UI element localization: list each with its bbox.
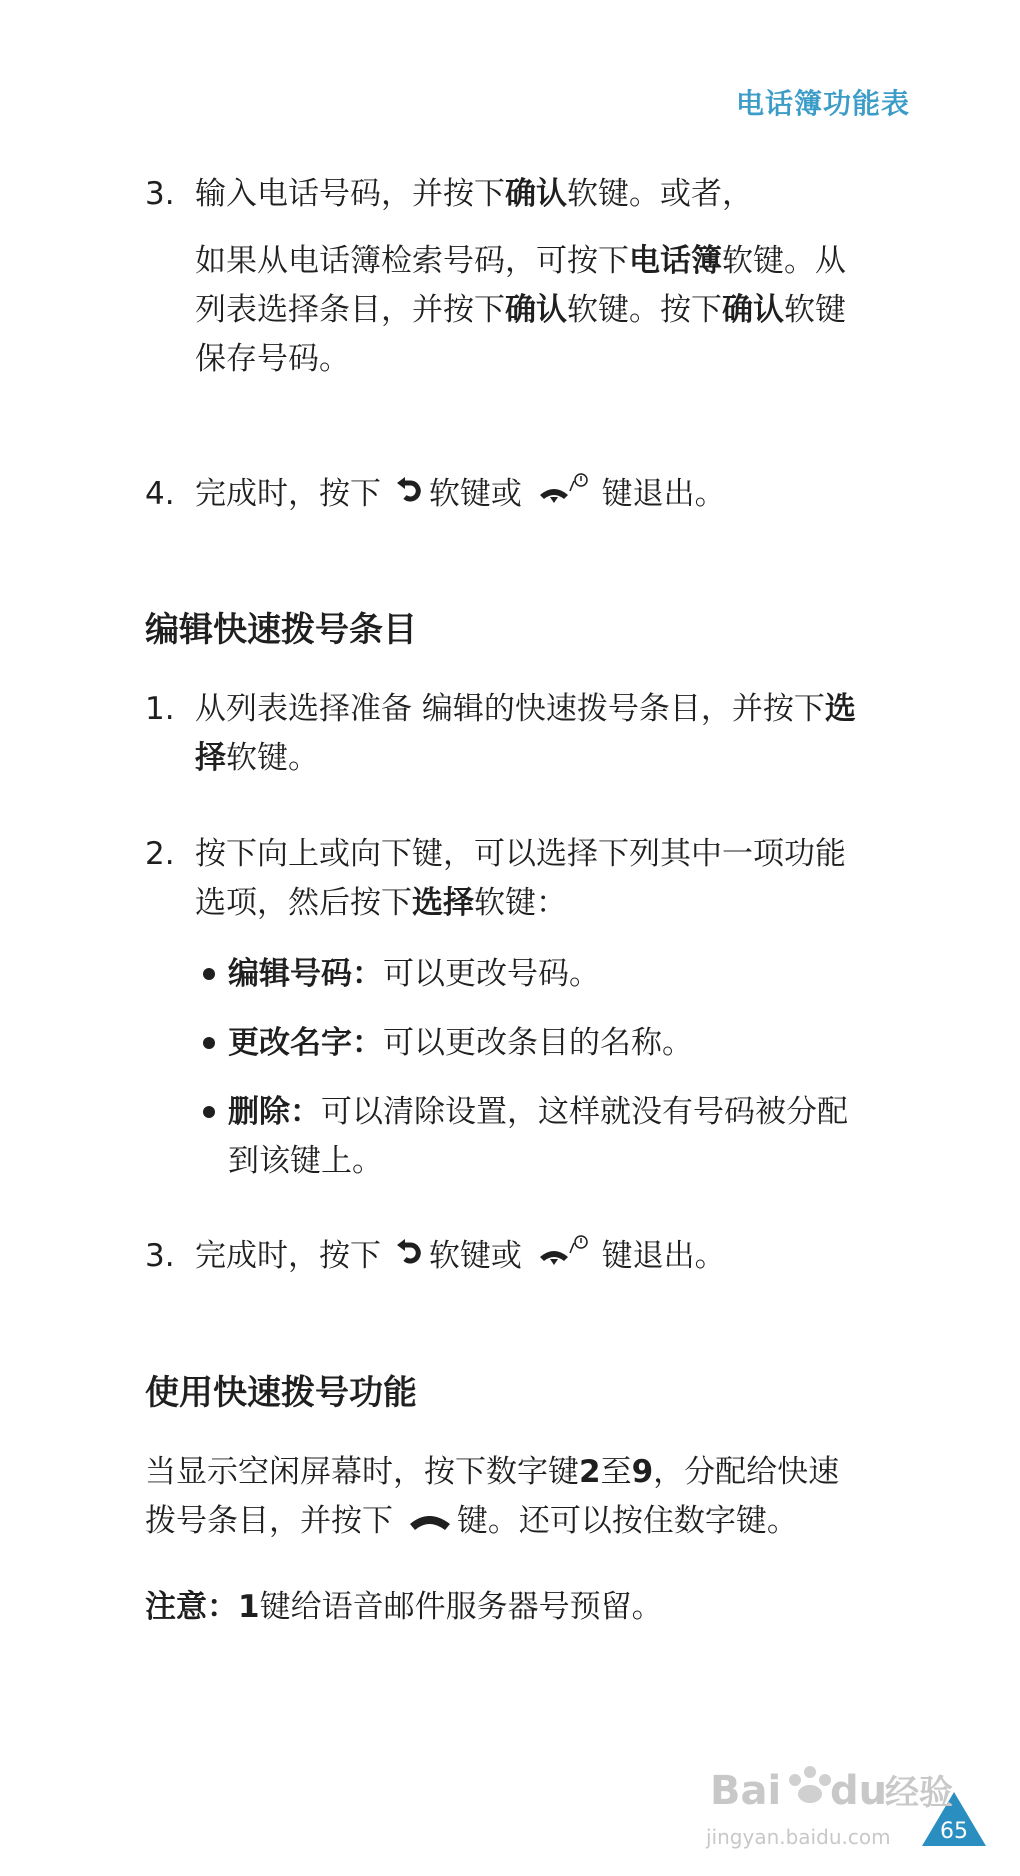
bullet-label: 编辑号码： <box>228 956 383 992</box>
edit-step-1-text <box>195 685 905 783</box>
back-arrow-icon <box>395 471 425 520</box>
step-3 <box>145 170 905 384</box>
watermark-text: du <box>830 1768 888 1814</box>
edit-step-3 <box>145 1232 905 1282</box>
text: 列表选择条目，并按下 <box>195 292 505 328</box>
bullet-label: 删除： <box>228 1094 321 1130</box>
bullet-text: 到该键上。 <box>228 1143 383 1179</box>
text: 如果从电话簿检索号码，可按下 <box>195 243 629 279</box>
text: 软键或 <box>428 1238 522 1274</box>
text: 当显示空闲屏幕时，按下数字键 <box>145 1454 579 1490</box>
text: 软键： <box>474 885 567 921</box>
edit-step-3-line <box>195 1232 905 1282</box>
step-4 <box>145 470 905 520</box>
note-text: 键给语音邮件服务器号预留。 <box>259 1589 663 1625</box>
text: 软键。 <box>226 740 319 776</box>
text: 拨号条目，并按下 <box>145 1503 393 1539</box>
step-number: 3. <box>145 1238 175 1274</box>
bold-key-confirm: 确认 <box>505 292 567 328</box>
page-number: 65 <box>940 1819 968 1844</box>
bold-key-confirm: 确认 <box>505 176 567 212</box>
step-number: 2. <box>145 836 175 872</box>
bullet-text: 可以清除设置，这样就没有号码被分配 <box>321 1094 848 1130</box>
section-heading: 编辑快速拨号条目 <box>145 610 417 650</box>
bold-key-select: 择 <box>195 740 226 776</box>
bullet-label: 更改名字： <box>228 1025 383 1061</box>
step-3-para <box>195 237 905 384</box>
watermark-text: Bai <box>710 1768 782 1814</box>
back-arrow-icon <box>395 1233 425 1282</box>
bullet-icon <box>203 1106 215 1118</box>
edit-step-1 <box>145 685 905 783</box>
list-item <box>195 1019 905 1068</box>
bold-digit: 2 <box>579 1454 601 1490</box>
watermark-text: 经验 <box>885 1773 953 1813</box>
bold-key-phonebook: 电话簿 <box>629 243 722 279</box>
text: 软键 <box>784 292 846 328</box>
text: 键退出。 <box>601 476 726 512</box>
step-4-line <box>195 470 905 520</box>
text: 软键。或者， <box>567 176 753 212</box>
bullet-text: 可以更改号码。 <box>383 956 600 992</box>
bullet-list <box>195 950 905 1186</box>
step-number: 4. <box>145 476 175 512</box>
baidu-watermark-logo <box>700 1746 990 1856</box>
end-call-power-icon <box>536 1233 588 1282</box>
text: 键退出。 <box>601 1238 726 1274</box>
use-paragraph <box>145 1448 905 1632</box>
end-call-power-icon <box>536 471 588 520</box>
step-number: 1. <box>145 691 175 727</box>
page-header-title: 电话簿功能表 <box>735 87 910 120</box>
bold-key-confirm: 确认 <box>722 292 784 328</box>
note <box>145 1583 905 1632</box>
text: 输入电话号码，并按下 <box>195 176 505 212</box>
text: 完成时，按下 <box>195 476 381 512</box>
list-item <box>195 950 905 999</box>
text: 软键或 <box>428 476 522 512</box>
watermark-url: jingyan.baidu.com <box>706 1825 891 1849</box>
bullet-text: 可以更改条目的名称。 <box>383 1025 693 1061</box>
paw-icon <box>789 1766 831 1803</box>
text: 软键。从 <box>722 243 846 279</box>
footer-area <box>700 1746 990 1856</box>
note-label: 注意： <box>145 1589 238 1625</box>
edit-step-2-text <box>195 830 905 928</box>
bullet-icon <box>203 968 215 980</box>
step-number: 3. <box>145 176 175 212</box>
text: 保存号码。 <box>195 341 350 377</box>
text: 选项，然后按下 <box>195 885 412 921</box>
list-item <box>195 1088 905 1186</box>
text: ，分配给快速 <box>653 1454 840 1490</box>
bold-digit: 1 <box>238 1589 260 1625</box>
edit-step-2 <box>145 830 905 1186</box>
bold-key-select: 选 <box>824 691 856 727</box>
bold-digit: 9 <box>631 1454 654 1490</box>
text: 键。还可以按住数字键。 <box>456 1503 798 1539</box>
text: 软键。按下 <box>567 292 722 328</box>
section-heading: 使用快速拨号功能 <box>145 1373 417 1413</box>
step-3-line-1 <box>195 170 905 219</box>
bullet-icon <box>203 1037 215 1049</box>
text: 完成时，按下 <box>195 1238 381 1274</box>
text: 至 <box>600 1454 632 1490</box>
text: 按下向上或向下键，可以选择下列其中一项功能 <box>195 836 846 872</box>
bold-key-select: 选择 <box>412 885 474 921</box>
send-call-icon <box>407 1498 453 1547</box>
text: 从列表选择准备 编辑的快速拨号条目，并按下 <box>195 691 825 727</box>
